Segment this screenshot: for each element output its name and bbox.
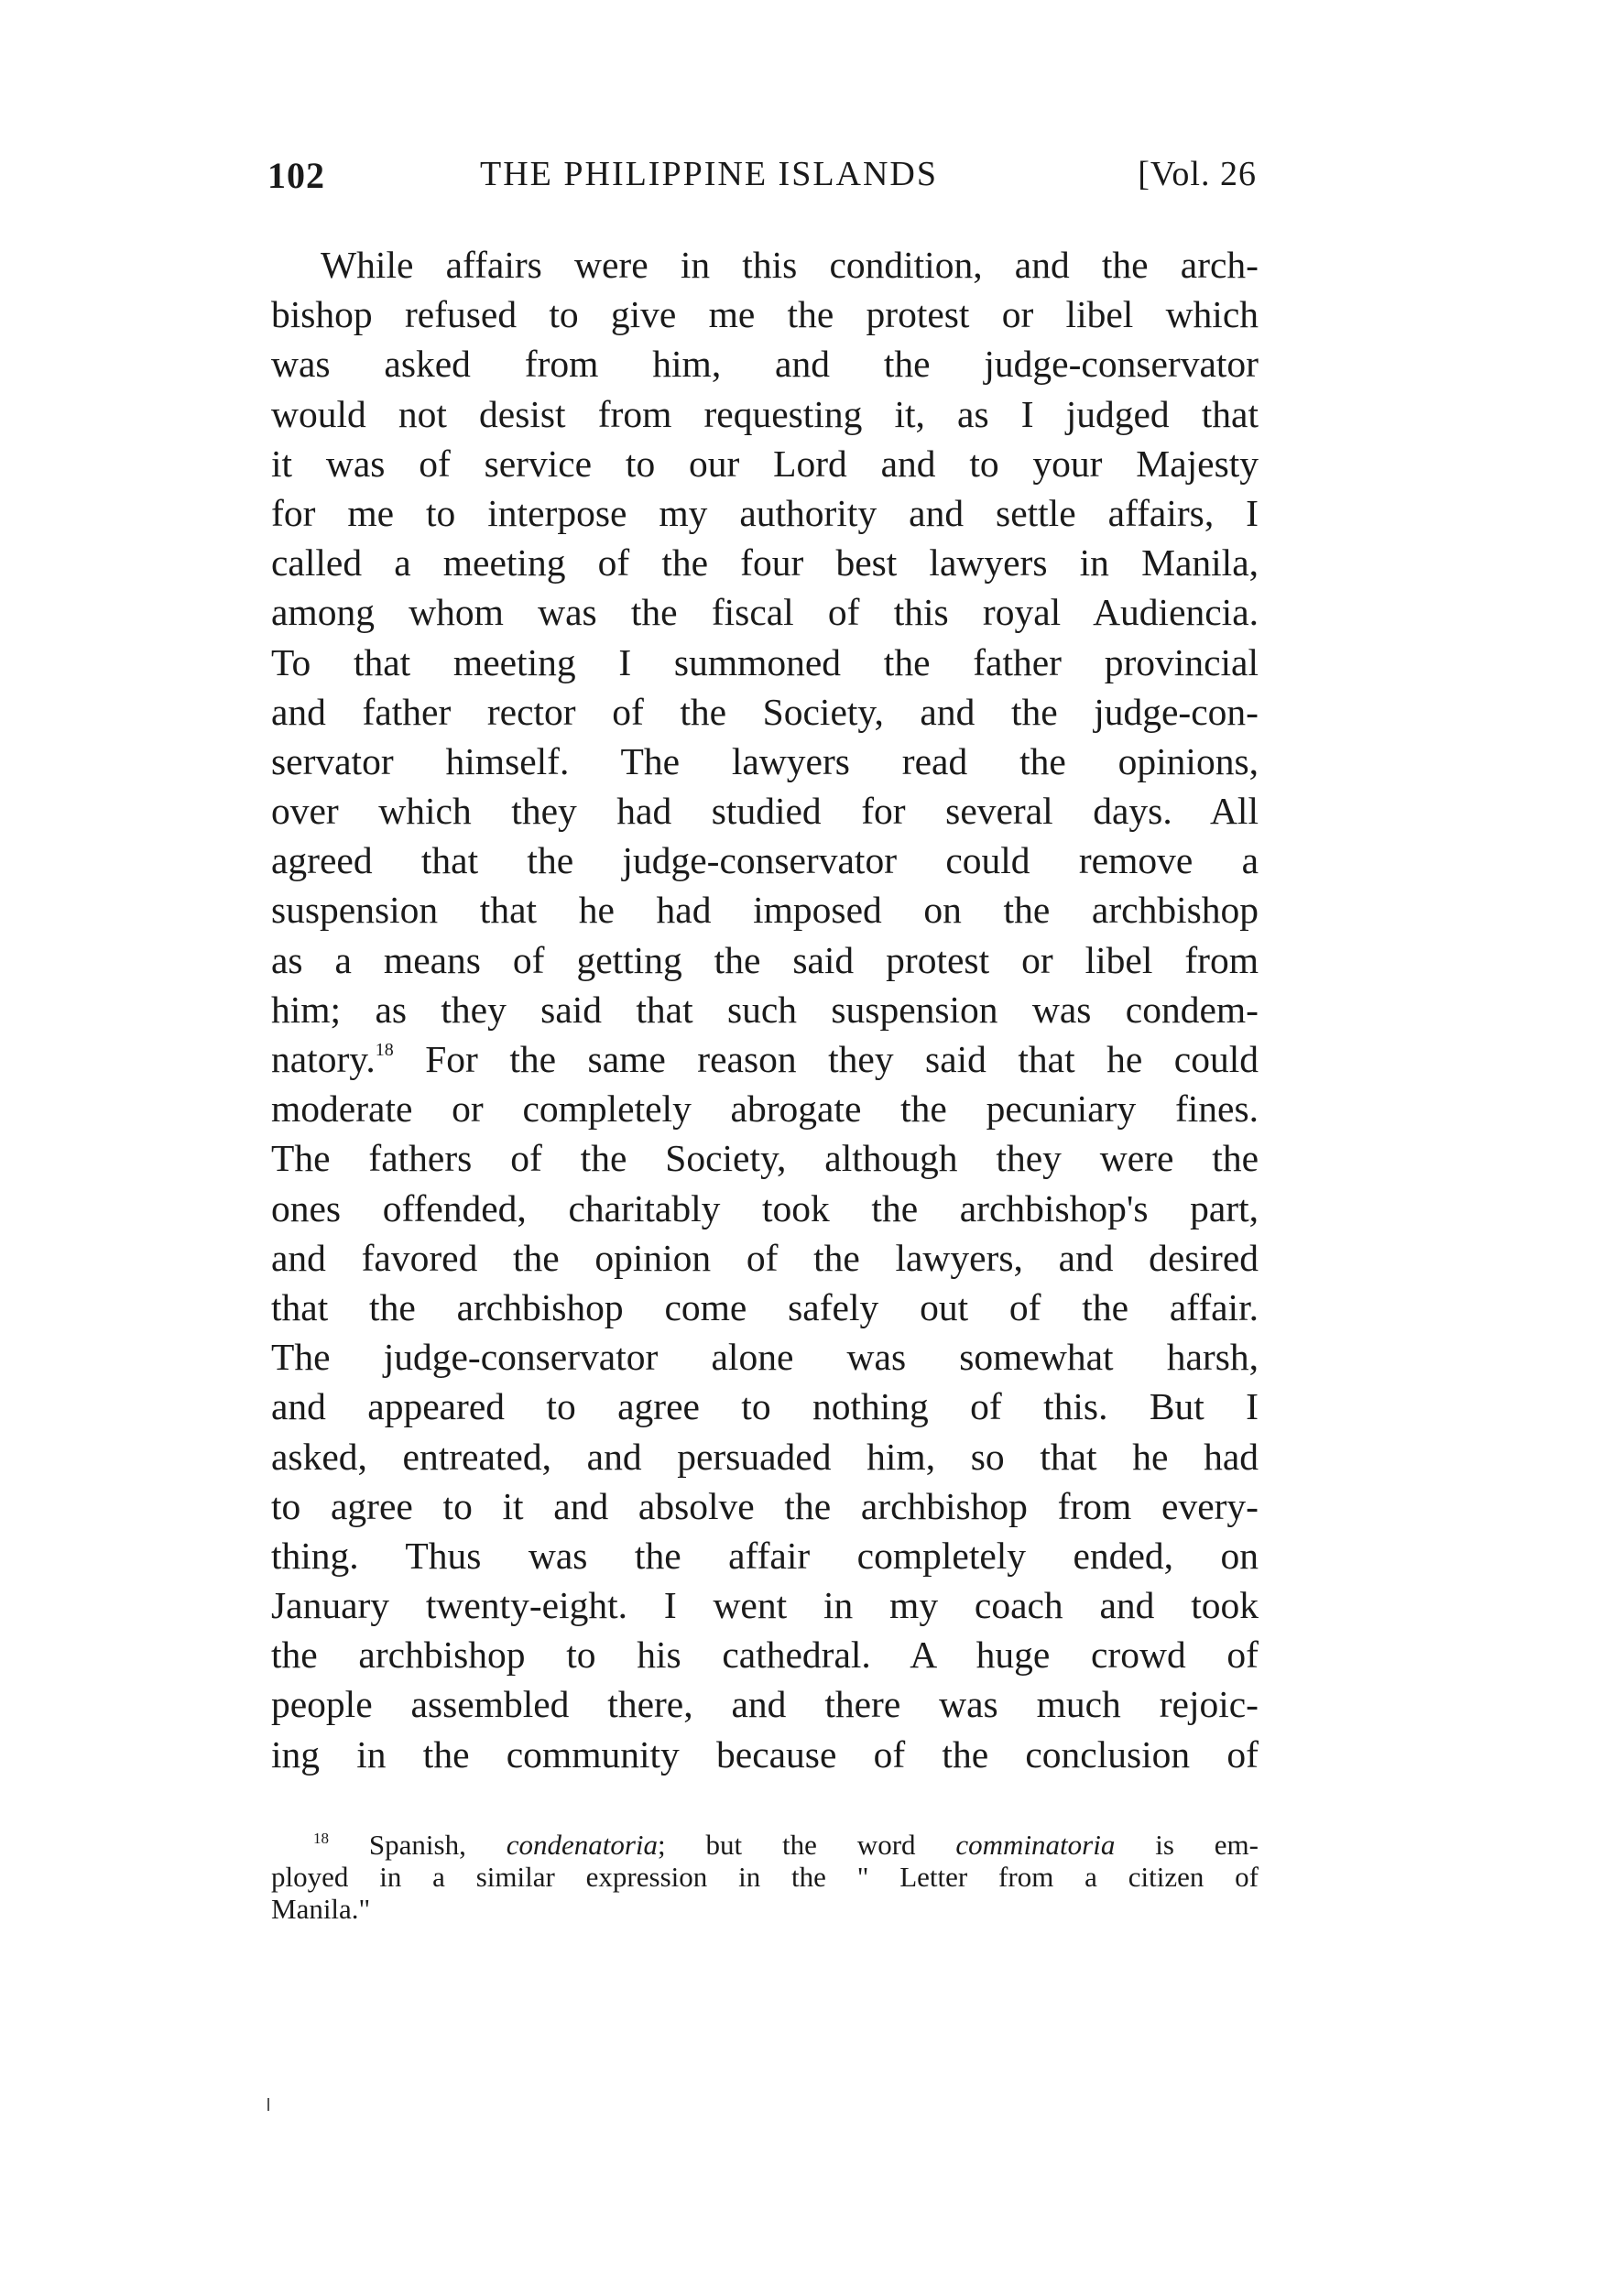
spanish-term: comminatoria <box>955 1829 1116 1861</box>
text-line: it was of service to our Lord and to your Majesty <box>271 442 1259 485</box>
text-line: and appeared to agree to nothing of this. But I <box>271 1385 1259 1428</box>
text-line: The fathers of the Society, although they were the <box>271 1137 1259 1180</box>
text-line: While affairs were in this condition, and the arch- <box>321 244 1259 286</box>
text-line: over which they had studied for several days. All <box>271 790 1259 833</box>
text-line: bishop refused to give me the protest or libel which <box>271 293 1259 336</box>
text-line: and father rector of the Society, and the judge-con- <box>271 690 1259 733</box>
page-number: 102 <box>267 155 325 196</box>
text-line: and favored the opinion of the lawyers, and desired <box>271 1236 1259 1279</box>
text-segment: ; but the word <box>658 1829 956 1861</box>
footnote-line: ployed in a similar expression in the " Letter from a citizen of <box>271 1861 1259 1893</box>
text-segment: natory. <box>271 1038 376 1080</box>
text-line: to agree to it and absolve the archbishop from every- <box>271 1484 1259 1527</box>
text-line: To that meeting I summoned the father provincial <box>271 640 1259 683</box>
volume-label: [Vol. 26 <box>1138 155 1257 193</box>
text-line: January twenty-eight. I went in my coach and took <box>271 1584 1259 1627</box>
text-segment: For the same reason they said that he could <box>393 1038 1259 1080</box>
print-speck <box>267 2098 269 2111</box>
text-line: him; as they said that such suspension was condem- <box>271 988 1259 1031</box>
text-line: moderate or completely abrogate the pecuniary fines. <box>271 1087 1259 1131</box>
text-line: suspension that he had imposed on the archbishop <box>271 889 1259 932</box>
footnote-line: Manila." <box>271 1893 371 1925</box>
text-line: people assembled there, and there was much rejoic- <box>271 1683 1259 1726</box>
text-line: would not desist from requesting it, as I judged that <box>271 392 1259 435</box>
text-line: agreed that the judge-conservator could remove a <box>271 839 1259 882</box>
text-segment: Spanish, <box>329 1829 507 1861</box>
text-line: asked, entreated, and persuaded him, so that he had <box>271 1435 1259 1478</box>
footnote <box>271 1829 1259 1925</box>
running-title: THE PHILIPPINE ISLANDS <box>480 155 938 193</box>
text-line: servator himself. The lawyers read the opinions, <box>271 739 1259 782</box>
running-head <box>267 154 1257 209</box>
text-line: the archbishop to his cathedral. A huge crowd of <box>271 1634 1259 1677</box>
text-line: ones offended, charitably took the archbishop's part, <box>271 1186 1259 1229</box>
text-line: as a means of getting the said protest or libel from <box>271 938 1259 981</box>
footnote-reference: 18 <box>375 1040 394 1060</box>
text-line: for me to interpose my authority and settle affairs, I <box>271 491 1259 534</box>
spanish-term: condenatoria <box>506 1829 659 1861</box>
text-line: ing in the community because of the conclusion of <box>271 1732 1259 1776</box>
text-line: called a meeting of the four best lawyers in Manila, <box>271 541 1259 585</box>
text-line-with-note <box>271 1034 1259 1084</box>
text-segment: is em- <box>1115 1829 1259 1861</box>
text-line: thing. Thus was the affair completely ended, on <box>271 1534 1259 1577</box>
text-line: was asked from him, and the judge-conservator <box>271 343 1259 386</box>
text-line: The judge-conservator alone was somewhat harsh, <box>271 1336 1259 1379</box>
body-paragraph <box>271 240 1259 1779</box>
footnote-line <box>271 1829 1259 1861</box>
footnote-marker: 18 <box>313 1830 329 1847</box>
text-line: that the archbishop come safely out of the affair. <box>271 1285 1259 1328</box>
text-line: among whom was the fiscal of this royal Audiencia. <box>271 591 1259 634</box>
